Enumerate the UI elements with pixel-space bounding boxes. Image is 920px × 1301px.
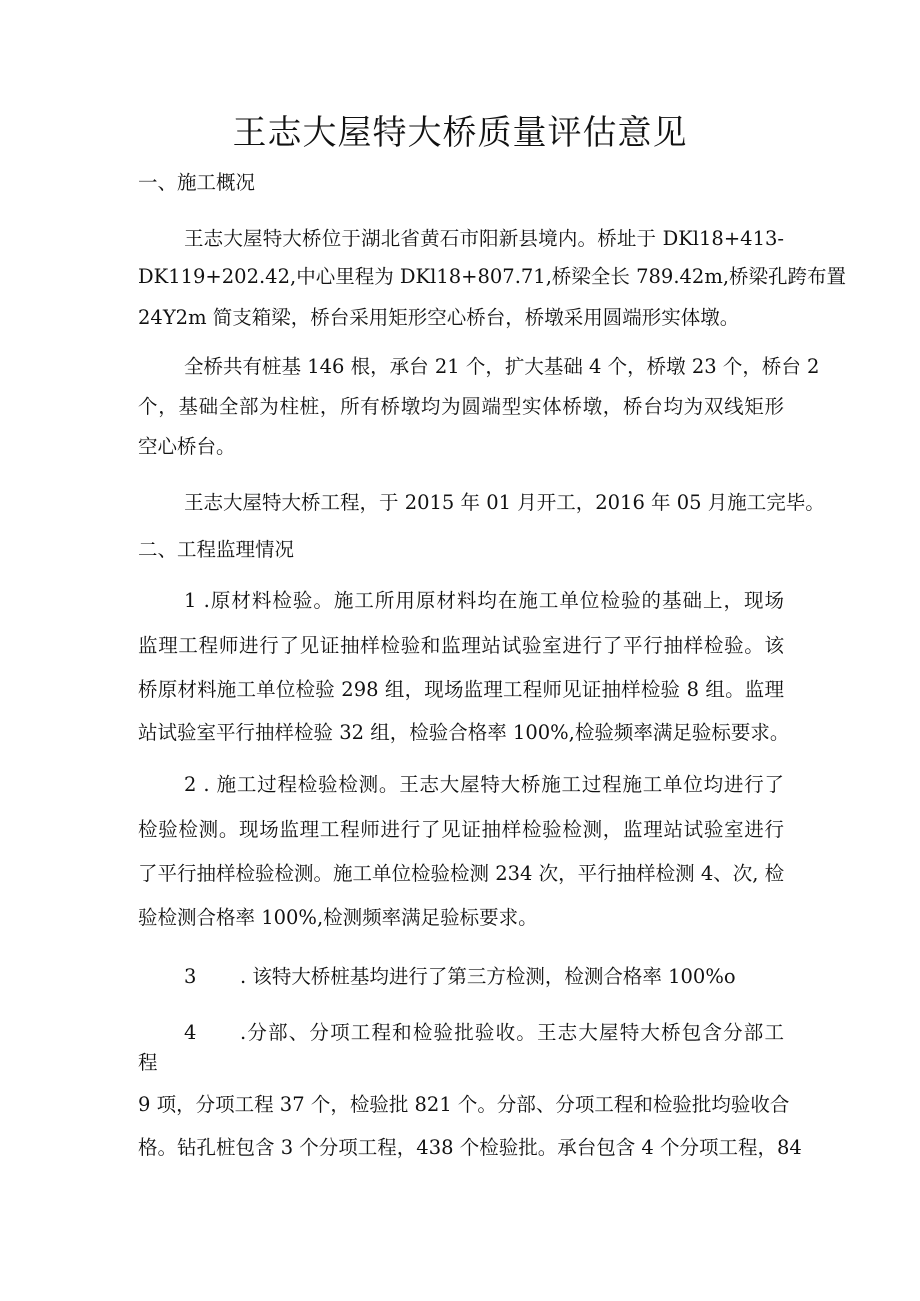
paragraph-line: . 该特大桥桩基均进行了第三方检测，检测合格率 100%o (240, 965, 736, 988)
paragraph-line: 王志大屋特大桥位于湖北省黄石市阳新县境内。桥址于 DKl18+413- (184, 227, 784, 250)
paragraph-line: 格。钻孔桩包含 3 个分项工程，438 个检验批。承台包含 4 个分项工程，84 (138, 1136, 802, 1159)
paragraph-line: 验检测合格率 100%,检测频率满足验标要求。 (138, 906, 538, 929)
paragraph-line: 桥原材料施工单位检验 298 组，现场监理工程师见证抽样检验 8 组。监理 (138, 678, 784, 701)
list-item-number: 4 (184, 1021, 197, 1044)
list-item-number: 3 (184, 965, 197, 988)
paragraph-line: 检验检测。现场监理工程师进行了见证抽样检验检测，监理站试验室进行 (138, 818, 784, 841)
paragraph-line: 1 .原材料检验。施工所用原材料均在施工单位检验的基础上，现场 (184, 589, 784, 612)
paragraph-line: DK119+202.42,中心里程为 DKl18+807.71,桥梁全长 789.42m,桥梁孔跨布置 (138, 265, 847, 288)
paragraph-line: 王志大屋特大桥工程，于 2015 年 01 月开工，2016 年 05 月施工完毕。 (184, 491, 825, 514)
paragraph-line: 24Y2m 简支箱梁，桥台采用矩形空心桥台，桥墩采用圆端形实体墩。 (138, 306, 740, 329)
section-heading-construction: 一、施工概况 (138, 171, 256, 194)
paragraph-line: 2 . 施工过程检验检测。王志大屋特大桥施工过程施工单位均进行了 (184, 773, 784, 796)
paragraph-line: 9 项，分项工程 37 个，检验批 821 个。分部、分项工程和检验批均验收合 (138, 1093, 790, 1116)
paragraph-line: 站试验室平行抽样检验 32 组，检验合格率 100%,检验频率满足验标要求。 (138, 721, 790, 744)
paragraph-line: 程 (138, 1051, 158, 1074)
paragraph-line: 空心桥台。 (138, 435, 236, 458)
document-title: 王志大屋特大桥质量评估意见 (232, 113, 688, 153)
paragraph-line: 了平行抽样检验检测。施工单位检验检测 234 次，平行抽样检测 4、次, 检 (138, 862, 785, 885)
paragraph-line: 监理工程师进行了见证抽样检验和监理站试验室进行了平行抽样检验。该 (138, 634, 784, 657)
paragraph-line: 个，基础全部为柱桩，所有桥墩均为圆端型实体桥墩，桥台均为双线矩形 (138, 395, 784, 418)
section-heading-supervision: 二、工程监理情况 (138, 538, 295, 561)
paragraph-line: 全桥共有桩基 146 根，承台 21 个，扩大基础 4 个，桥墩 23 个，桥台 2 (184, 355, 820, 378)
paragraph-line: .分部、分项工程和检验批验收。王志大屋特大桥包含分部工 (240, 1021, 784, 1044)
